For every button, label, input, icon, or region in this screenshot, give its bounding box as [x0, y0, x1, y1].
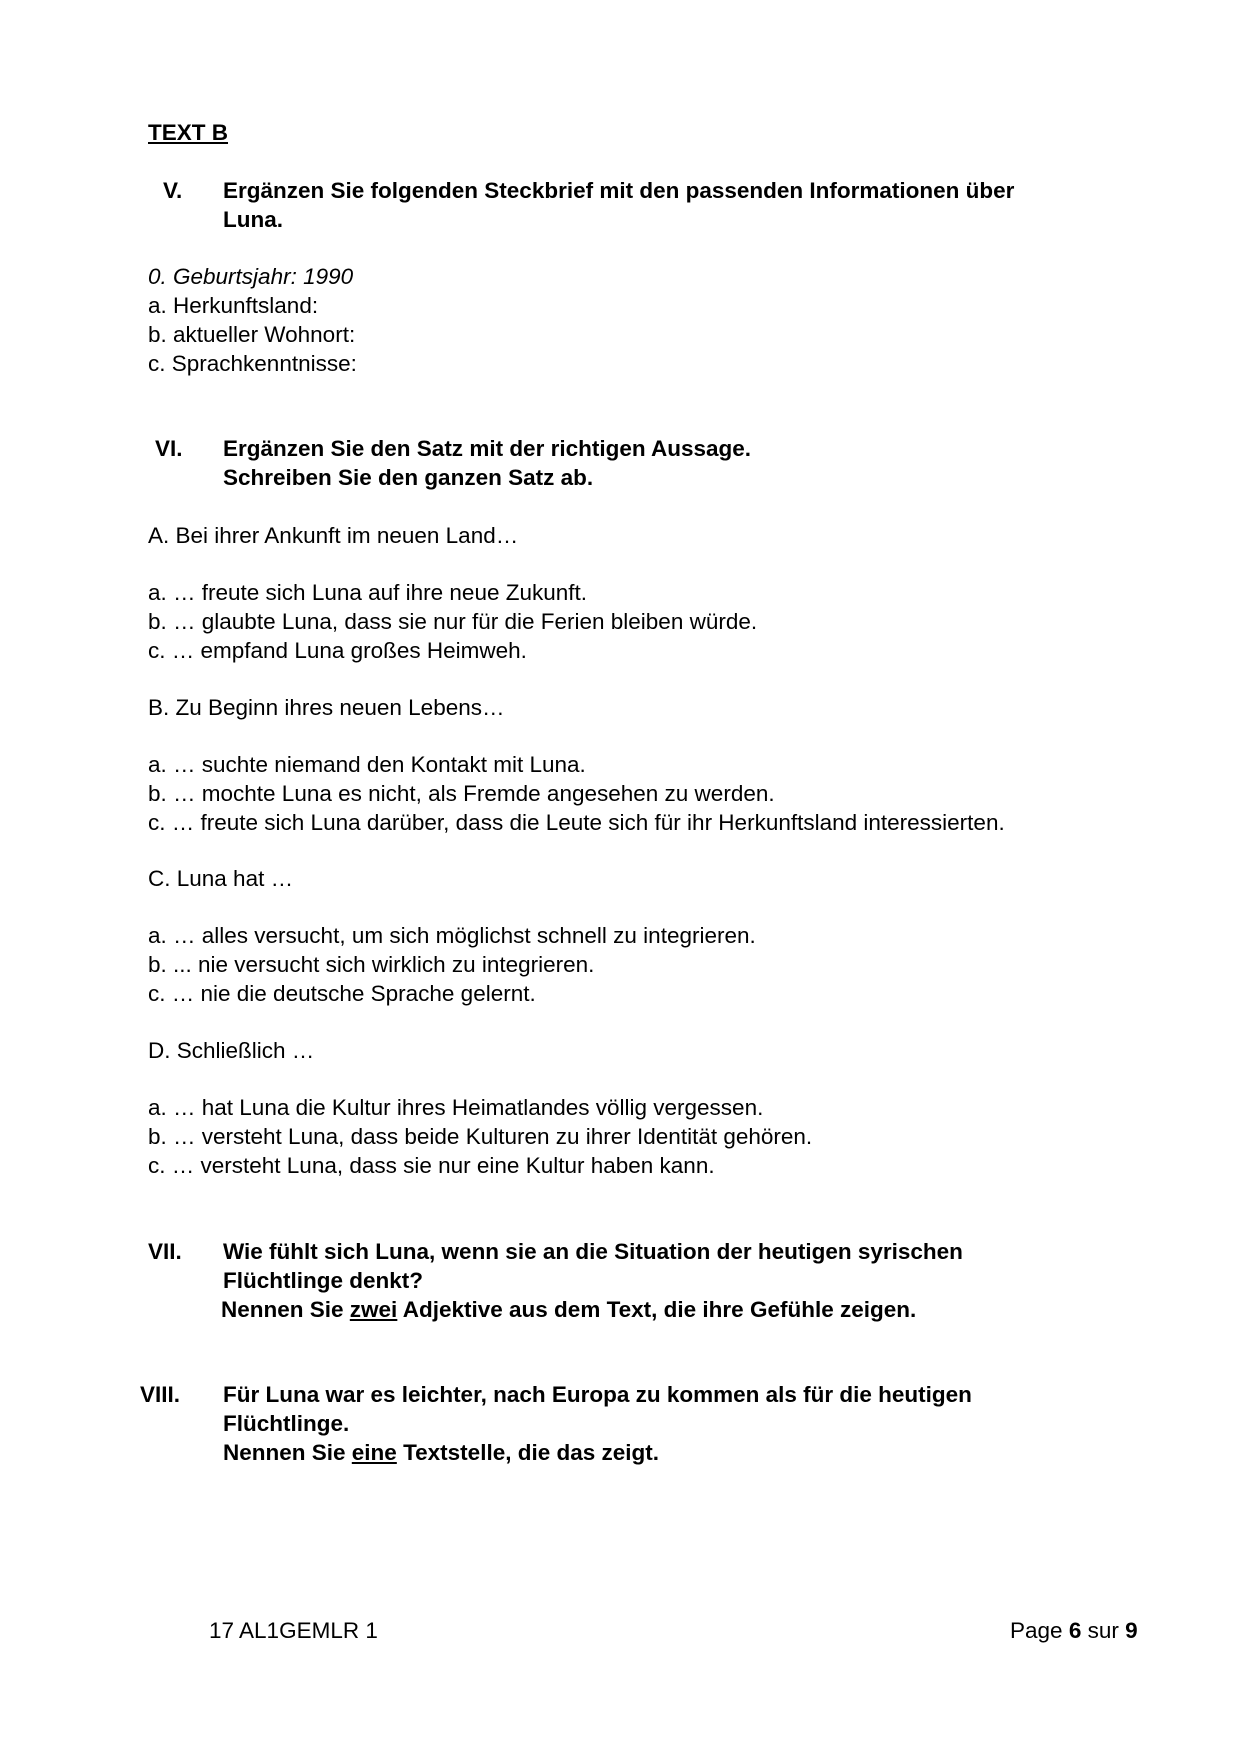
- choice-option: a. … alles versucht, um sich möglichst schnell zu integrieren.: [148, 923, 756, 948]
- profile-list: [148, 262, 357, 378]
- choice-options-b: [148, 750, 1005, 837]
- choice-option: c. … nie die deutsche Sprache gelernt.: [148, 981, 536, 1006]
- choice-options-d: [148, 1093, 812, 1180]
- profile-example: 0. Geburtsjahr: 1990: [148, 264, 354, 289]
- choice-option: b. … glaubte Luna, dass sie nur für die Ferien bleiben würde.: [148, 609, 758, 634]
- question-number: VI.: [155, 436, 183, 461]
- exam-code: 17 AL1GEMLR 1: [209, 1618, 378, 1643]
- emphasis-underline: eine: [351, 1440, 397, 1465]
- choice-option: b. … mochte Luna es nicht, als Fremde angesehen zu werden.: [148, 781, 775, 806]
- question-text: Ergänzen Sie den Satz mit der richtigen Aussage. Schreiben Sie den ganzen Satz ab.: [223, 436, 752, 490]
- question-number: VII.: [148, 1239, 182, 1264]
- profile-item: c. Sprachkenntnisse:: [148, 351, 357, 376]
- profile-item: b. aktueller Wohnort:: [148, 322, 356, 347]
- choice-stem: C. Luna hat …: [148, 866, 294, 891]
- profile-item: a. Herkunftsland:: [148, 293, 319, 318]
- emphasis-underline: zwei: [349, 1297, 398, 1322]
- choice-group-a: [148, 521, 518, 550]
- choice-group-b: [148, 693, 504, 722]
- choice-option: a. … suchte niemand den Kontakt mit Luna.: [148, 752, 586, 777]
- choice-options-a: [148, 578, 757, 665]
- choice-stem: D. Schließlich …: [148, 1038, 315, 1063]
- choice-group-c: [148, 864, 293, 893]
- choice-stem: B. Zu Beginn ihres neuen Lebens…: [148, 695, 505, 720]
- question-number: VIII.: [140, 1382, 181, 1407]
- choice-option: a. … freute sich Luna auf ihre neue Zukunft.: [148, 580, 588, 605]
- choice-stem: A. Bei ihrer Ankunft im neuen Land…: [148, 523, 519, 548]
- question-text: Ergänzen Sie folgenden Steckbrief mit den passenden Informationen über Luna.: [223, 178, 1015, 232]
- choice-options-c: [148, 921, 756, 1008]
- choice-group-d: [148, 1036, 314, 1065]
- choice-option: a. … hat Luna die Kultur ihres Heimatlandes völlig vergessen.: [148, 1095, 764, 1120]
- choice-option: b. … versteht Luna, dass beide Kulturen zu ihrer Identität gehören.: [148, 1124, 813, 1149]
- question-text: Wie fühlt sich Luna, wenn sie an die Situation der heutigen syrischen Flüchtlinge denkt? Nennen Sie zwei Adjektive aus dem Text, die ihre Gefühle zeigen.: [221, 1239, 963, 1322]
- section-title: TEXT B: [148, 120, 229, 145]
- choice-option: c. … freute sich Luna darüber, dass die Leute sich für ihr Herkunftsland interessierten.: [148, 810, 1005, 835]
- page-number: Page 6 sur 9: [1010, 1618, 1138, 1643]
- choice-option: b. ... nie versucht sich wirklich zu integrieren.: [148, 952, 595, 977]
- choice-option: c. … empfand Luna großes Heimweh.: [148, 638, 527, 663]
- question-text: Für Luna war es leichter, nach Europa zu kommen als für die heutigen Flüchtlinge. Nennen Sie eine Textstelle, die das zeigt.: [223, 1382, 972, 1465]
- question-number: V.: [163, 178, 183, 203]
- choice-option: c. … versteht Luna, dass sie nur eine Kultur haben kann.: [148, 1153, 715, 1178]
